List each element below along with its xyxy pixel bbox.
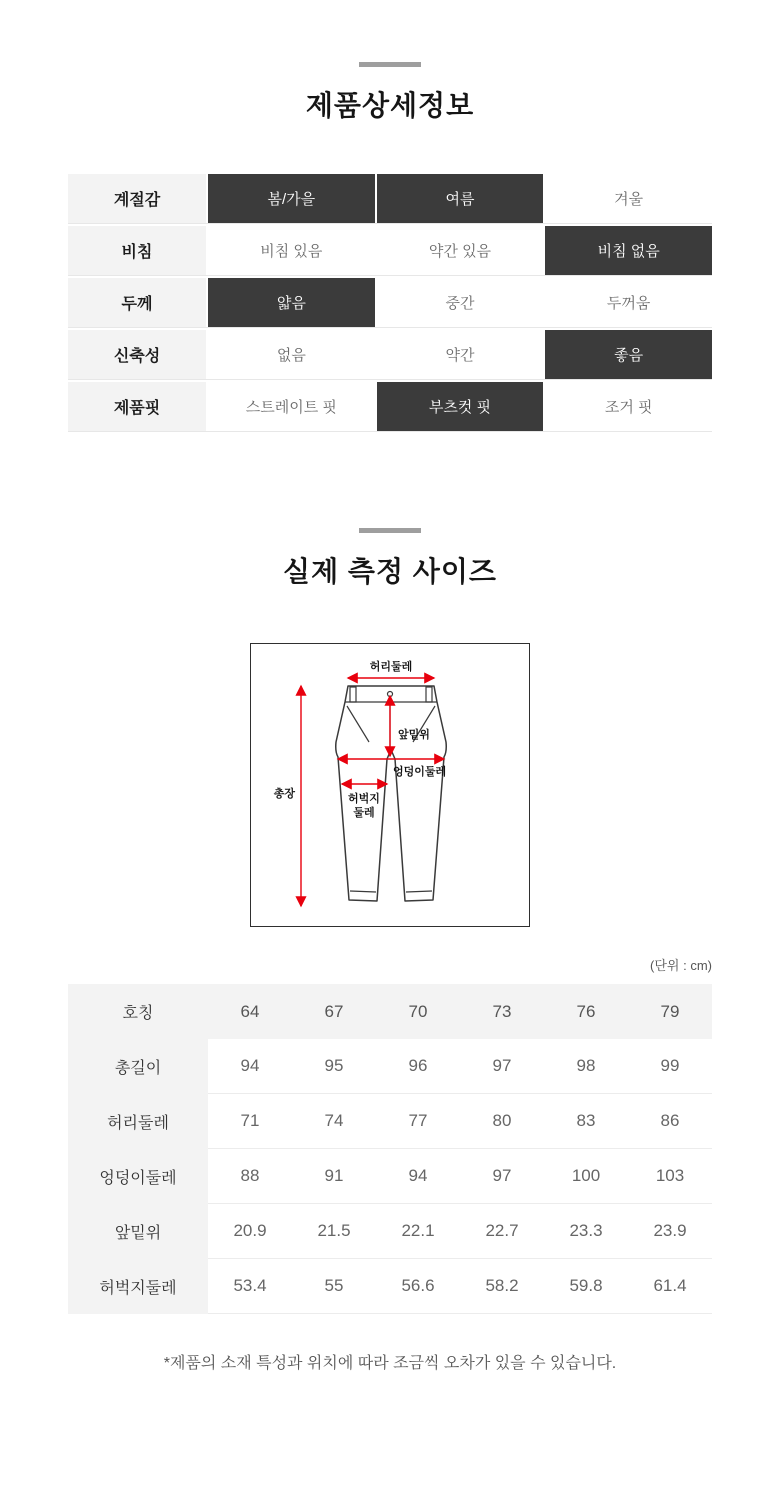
size-row-values <box>208 1094 712 1149</box>
attribute-option-selected: 봄/가을 <box>208 174 375 223</box>
size-header-values <box>208 984 712 1039</box>
length-arrow <box>273 686 301 906</box>
size-table-body <box>68 1039 712 1314</box>
attribute-label: 두께 <box>68 278 206 327</box>
attribute-table <box>68 174 712 432</box>
size-value-cell: 91 <box>324 1166 344 1185</box>
thigh-label-line1: 허벅지 <box>348 793 380 805</box>
attribute-option: 스트레이트 핏 <box>208 382 375 431</box>
size-value-cell: 71 <box>240 1111 260 1130</box>
attribute-row <box>68 278 712 328</box>
size-value-cell: 86 <box>660 1111 680 1130</box>
attribute-option-selected: 얇음 <box>208 278 375 327</box>
length-label: 총장 <box>273 788 295 800</box>
size-value-cell: 58.2 <box>485 1276 519 1295</box>
attribute-label: 계절감 <box>68 174 206 223</box>
size-value-cell: 98 <box>576 1056 596 1075</box>
footer-note: *제품의 소재 특성과 위치에 따라 조금씩 오차가 있을 수 있습니다. <box>163 1355 617 1372</box>
size-row-label: 허리둘레 <box>68 1094 208 1149</box>
size-value-cell: 56.6 <box>401 1276 435 1295</box>
size-row-values <box>208 1039 712 1094</box>
attribute-option: 조거 핏 <box>545 382 712 431</box>
attribute-option-selected: 여름 <box>377 174 544 223</box>
size-header-cell: 70 <box>408 1001 428 1021</box>
size-table-header-row <box>68 984 712 1039</box>
size-value-cell: 74 <box>324 1111 344 1130</box>
size-value-cell: 59.8 <box>569 1276 603 1295</box>
size-value-cell: 55 <box>324 1276 344 1295</box>
size-value-cell: 53.4 <box>233 1276 267 1295</box>
size-value-cell: 80 <box>492 1111 512 1130</box>
size-row-label: 앞밑위 <box>68 1204 208 1259</box>
size-row-label: 허벅지둘레 <box>68 1259 208 1314</box>
size-value-cell: 97 <box>492 1166 512 1185</box>
waist-arrow <box>348 659 434 678</box>
hip-label: 엉덩이둘레 <box>393 766 447 778</box>
measured-size-title: 실제 측정 사이즈 <box>283 556 497 587</box>
size-table <box>68 984 712 1314</box>
attribute-option: 중간 <box>377 278 544 327</box>
attribute-option: 약간 있음 <box>377 226 544 275</box>
size-row-label: 엉덩이둘레 <box>68 1149 208 1204</box>
section-divider-bar <box>359 62 421 67</box>
attribute-option: 겨울 <box>545 174 712 223</box>
size-value-cell: 94 <box>408 1166 428 1185</box>
unit-note: (단위 : cm) <box>650 958 712 973</box>
rise-label: 앞밑위 <box>398 729 430 741</box>
size-value-cell: 96 <box>408 1056 428 1075</box>
size-table-row <box>68 1094 712 1149</box>
attribute-label: 제품핏 <box>68 382 206 431</box>
product-detail-title: 제품상세정보 <box>305 90 475 121</box>
size-table-row <box>68 1204 712 1259</box>
size-value-cell: 61.4 <box>653 1276 687 1295</box>
attribute-option-selected: 좋음 <box>545 330 712 379</box>
size-value-cell: 97 <box>492 1056 512 1075</box>
attribute-option-selected: 비침 없음 <box>545 226 712 275</box>
size-value-cell: 23.9 <box>653 1221 687 1240</box>
size-header-cell: 73 <box>492 1001 512 1021</box>
size-value-cell: 23.3 <box>569 1221 603 1240</box>
size-row-values <box>208 1149 712 1204</box>
attribute-row <box>68 226 712 276</box>
attribute-label: 신축성 <box>68 330 206 379</box>
size-value-cell: 99 <box>660 1056 680 1075</box>
size-header-cell: 79 <box>660 1001 680 1021</box>
attribute-option-selected: 부츠컷 핏 <box>377 382 544 431</box>
size-row-values <box>208 1259 712 1314</box>
size-value-cell: 83 <box>576 1111 596 1130</box>
size-header-cell: 76 <box>576 1001 596 1021</box>
size-row-values <box>208 1204 712 1259</box>
size-value-cell: 20.9 <box>233 1221 267 1240</box>
size-row-label: 총길이 <box>68 1039 208 1094</box>
attribute-option: 비침 있음 <box>208 226 375 275</box>
attribute-row <box>68 382 712 432</box>
size-value-cell: 88 <box>240 1166 260 1185</box>
size-table-row <box>68 1259 712 1314</box>
waist-label: 허리둘레 <box>369 661 413 673</box>
size-value-cell: 103 <box>655 1166 685 1185</box>
pants-measurement-diagram <box>250 643 530 927</box>
attribute-row <box>68 330 712 380</box>
size-header-label: 호칭 <box>122 1005 154 1022</box>
size-value-cell: 21.5 <box>317 1221 351 1240</box>
size-value-cell: 95 <box>324 1056 344 1075</box>
size-header-cell: 64 <box>240 1001 260 1021</box>
size-table-row <box>68 1149 712 1204</box>
size-value-cell: 22.7 <box>485 1221 519 1240</box>
size-value-cell: 22.1 <box>401 1221 435 1240</box>
size-header-cell: 67 <box>324 1001 344 1021</box>
thigh-label-line2: 둘레 <box>353 807 375 819</box>
attribute-option: 없음 <box>208 330 375 379</box>
attribute-row <box>68 174 712 224</box>
attribute-option: 두꺼움 <box>545 278 712 327</box>
size-table-row <box>68 1039 712 1094</box>
section-divider-bar <box>359 528 421 533</box>
size-value-cell: 77 <box>408 1111 428 1130</box>
size-value-cell: 100 <box>571 1166 601 1185</box>
attribute-label: 비침 <box>68 226 206 275</box>
size-value-cell: 94 <box>240 1056 260 1075</box>
attribute-option: 약간 <box>377 330 544 379</box>
